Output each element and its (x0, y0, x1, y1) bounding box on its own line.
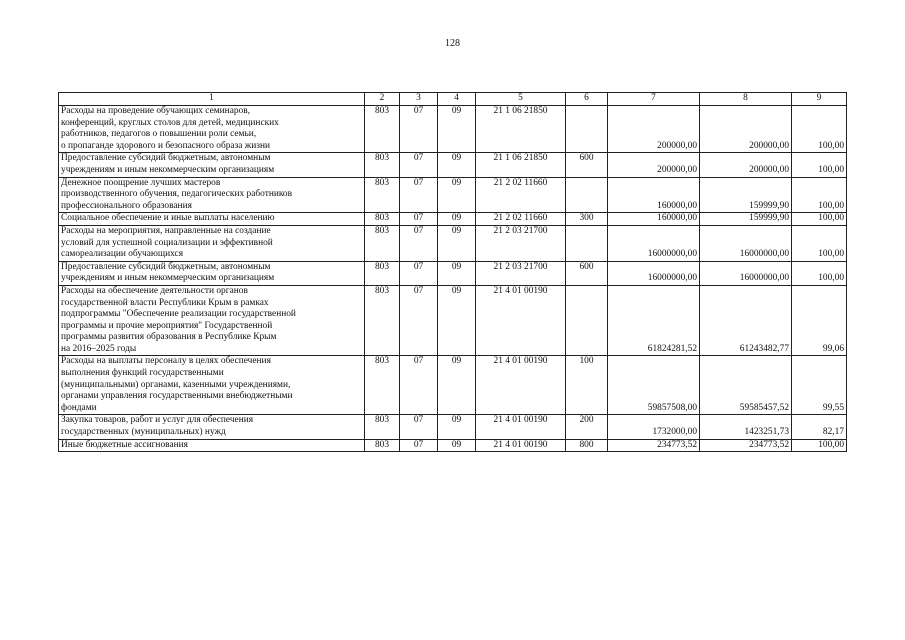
item-name-text: Предоставление субсидий бюджетным, автономным учреждениям и иным некоммерческим организациям (61, 153, 275, 175)
column-header: 8 (700, 93, 792, 106)
execution-percent: 100,00 (792, 213, 847, 226)
column-header: 3 (400, 93, 438, 106)
subsection-code: 09 (438, 356, 476, 415)
ministry-code: 803 (365, 439, 400, 452)
ministry-code: 803 (365, 261, 400, 285)
subsection-code: 09 (438, 225, 476, 261)
executed-amount: 59585457,52 (700, 356, 792, 415)
expense-type-code: 300 (566, 213, 608, 226)
item-name (59, 177, 365, 213)
subsection-code: 09 (438, 153, 476, 177)
item-name (59, 285, 365, 356)
table-row (59, 225, 847, 261)
header-row (59, 93, 847, 106)
item-name (59, 439, 365, 452)
expense-type-code (566, 177, 608, 213)
planned-amount: 234773,52 (608, 439, 700, 452)
ministry-code: 803 (365, 177, 400, 213)
executed-amount: 159999,90 (700, 177, 792, 213)
execution-percent: 100,00 (792, 439, 847, 452)
table-row (59, 415, 847, 439)
planned-amount: 16000000,00 (608, 261, 700, 285)
execution-percent: 100,00 (792, 261, 847, 285)
execution-percent: 99,06 (792, 285, 847, 356)
section-code: 07 (400, 213, 438, 226)
table-row (59, 261, 847, 285)
target-article-code: 21 2 02 11660 (476, 177, 566, 213)
target-article-code: 21 1 06 21850 (476, 153, 566, 177)
table-row (59, 153, 847, 177)
item-name-text: Предоставление субсидий бюджетным, автономным учреждениям и иным некоммерческим организациям (61, 261, 275, 284)
subsection-code: 09 (438, 213, 476, 226)
column-header: 5 (476, 93, 566, 106)
execution-percent: 100,00 (792, 177, 847, 213)
expense-type-code: 600 (566, 153, 608, 177)
section-code: 07 (400, 261, 438, 285)
ministry-code: 803 (365, 285, 400, 356)
expense-type-code: 600 (566, 261, 608, 285)
budget-table (58, 92, 847, 452)
planned-amount: 61824281,52 (608, 285, 700, 356)
item-name-text: Денежное поощрение лучших мастеров производственного обучения, педагогических работников профессионального образования (61, 177, 293, 211)
section-code: 07 (400, 285, 438, 356)
table-row (59, 213, 847, 226)
item-name (59, 261, 365, 285)
section-code: 07 (400, 106, 438, 153)
item-name-text: Расходы на мероприятия, направленные на создание условий для успешной социализации и эффективной самореализации обучающихся (61, 225, 273, 260)
target-article-code: 21 4 01 00190 (476, 415, 566, 439)
column-header: 9 (792, 93, 847, 106)
target-article-code: 21 2 03 21700 (476, 261, 566, 285)
expense-type-code (566, 106, 608, 153)
expense-type-code: 200 (566, 415, 608, 439)
subsection-code: 09 (438, 177, 476, 213)
executed-amount: 200000,00 (700, 153, 792, 177)
target-article-code: 21 2 02 11660 (476, 213, 566, 226)
planned-amount: 1732000,00 (608, 415, 700, 439)
subsection-code: 09 (438, 285, 476, 356)
execution-percent: 100,00 (792, 225, 847, 261)
planned-amount: 59857508,00 (608, 356, 700, 415)
executed-amount: 16000000,00 (700, 261, 792, 285)
target-article-code: 21 1 06 21850 (476, 106, 566, 153)
item-name (59, 153, 365, 177)
item-name-text: Иные бюджетные ассигнования (61, 439, 188, 450)
target-article-code: 21 2 03 21700 (476, 225, 566, 261)
subsection-code: 09 (438, 439, 476, 452)
expense-type-code (566, 225, 608, 261)
expense-type-code: 100 (566, 356, 608, 415)
executed-amount: 61243482,77 (700, 285, 792, 356)
planned-amount: 160000,00 (608, 177, 700, 213)
section-code: 07 (400, 225, 438, 261)
expense-type-code: 800 (566, 439, 608, 452)
planned-amount: 160000,00 (608, 213, 700, 226)
execution-percent: 99,55 (792, 356, 847, 415)
table-row (59, 439, 847, 452)
section-code: 07 (400, 356, 438, 415)
column-header: 6 (566, 93, 608, 106)
executed-amount: 1423251,73 (700, 415, 792, 439)
ministry-code: 803 (365, 106, 400, 153)
page-number: 128 (445, 38, 460, 49)
executed-amount: 159999,90 (700, 213, 792, 226)
item-name (59, 106, 365, 153)
column-header: 1 (59, 93, 365, 106)
item-name-text: Расходы на выплаты персоналу в целях обеспечения выполнения функций государственными (муниципальными) органами, казенными учреждениями, органами управления государственными внебюджетными фондами (61, 356, 293, 413)
planned-amount: 200000,00 (608, 153, 700, 177)
item-name (59, 356, 365, 415)
executed-amount: 200000,00 (700, 106, 792, 153)
section-code: 07 (400, 439, 438, 452)
item-name-text: Расходы на проведение обучающих семинаров, конференций, круглых столов для детей, медицинских работников, педагогов о повышении роли семьи, о пропаганде здорового и безопасного образа жизни (61, 106, 279, 151)
column-header: 2 (365, 93, 400, 106)
item-name (59, 213, 365, 226)
table-row (59, 356, 847, 415)
target-article-code: 21 4 01 00190 (476, 285, 566, 356)
item-name-text: Закупка товаров, работ и услуг для обеспечения государственных (муниципальных) нужд (61, 415, 254, 438)
subsection-code: 09 (438, 415, 476, 439)
table-row (59, 285, 847, 356)
section-code: 07 (400, 177, 438, 213)
expense-type-code (566, 285, 608, 356)
execution-percent: 100,00 (792, 106, 847, 153)
table-row (59, 106, 847, 153)
table-row (59, 177, 847, 213)
item-name (59, 225, 365, 261)
section-code: 07 (400, 153, 438, 177)
execution-percent: 100,00 (792, 153, 847, 177)
execution-percent: 82,17 (792, 415, 847, 439)
executed-amount: 234773,52 (700, 439, 792, 452)
subsection-code: 09 (438, 261, 476, 285)
item-name-text: Социальное обеспечение и иные выплаты населению (61, 213, 275, 224)
ministry-code: 803 (365, 356, 400, 415)
target-article-code: 21 4 01 00190 (476, 439, 566, 452)
column-header: 7 (608, 93, 700, 106)
ministry-code: 803 (365, 213, 400, 226)
executed-amount: 16000000,00 (700, 225, 792, 261)
target-article-code: 21 4 01 00190 (476, 356, 566, 415)
column-header: 4 (438, 93, 476, 106)
item-name (59, 415, 365, 439)
ministry-code: 803 (365, 153, 400, 177)
section-code: 07 (400, 415, 438, 439)
planned-amount: 16000000,00 (608, 225, 700, 261)
ministry-code: 803 (365, 225, 400, 261)
subsection-code: 09 (438, 106, 476, 153)
item-name-text: Расходы на обеспечение деятельности органов государственной власти Республики Крым в рамках подпрограммы "Обеспечение реализации государственной программы и прочие мероприятия" Государственной программы развития образования в Республике Крым на 2016–2025 годы (61, 285, 296, 354)
table-body (59, 106, 847, 452)
planned-amount: 200000,00 (608, 106, 700, 153)
ministry-code: 803 (365, 415, 400, 439)
